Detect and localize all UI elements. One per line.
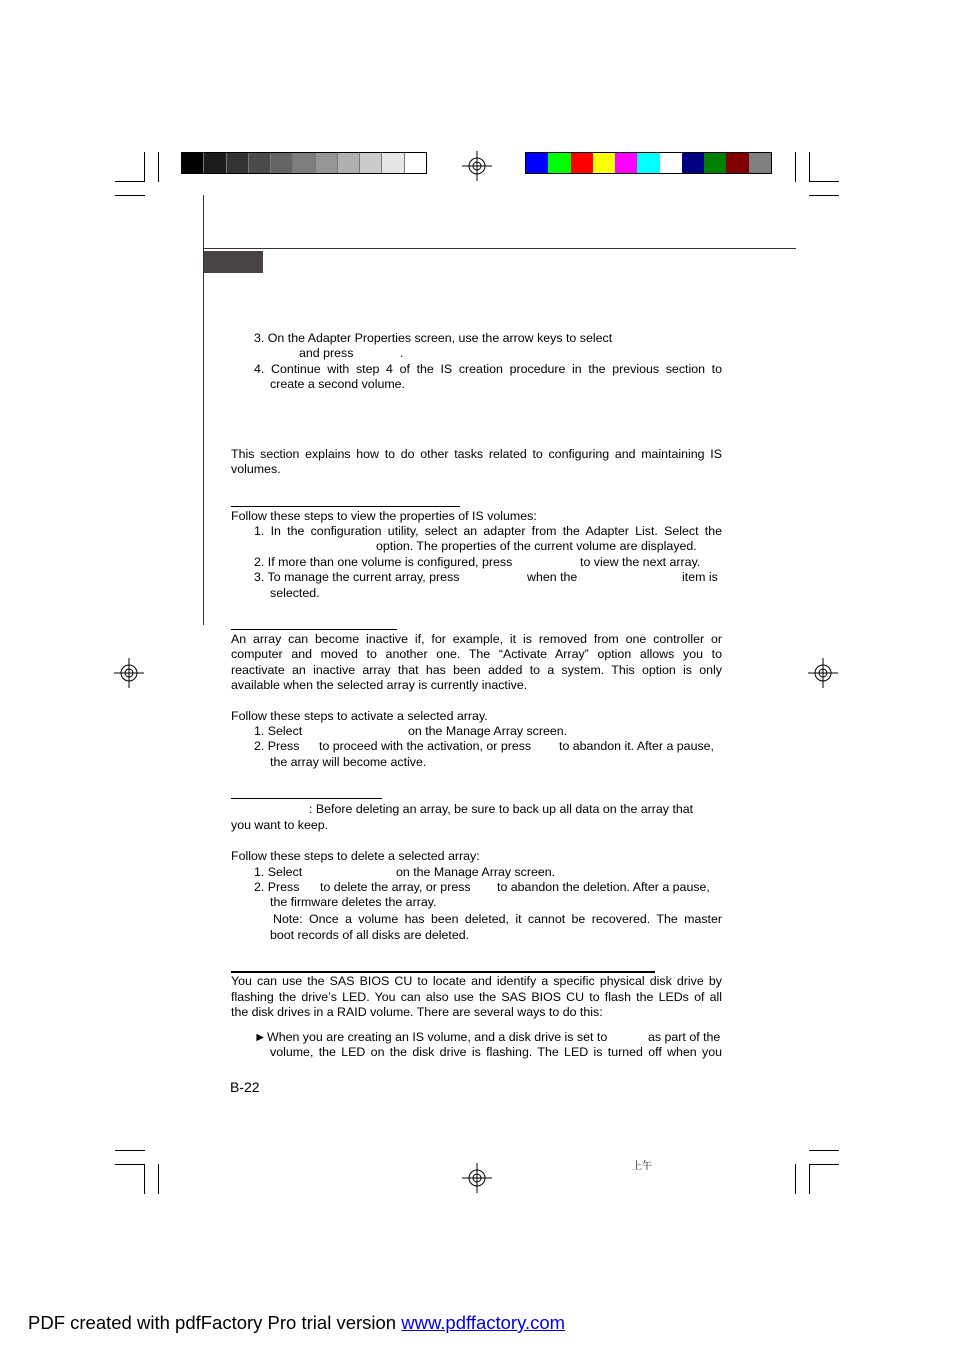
color-swatch-7 [660,153,682,173]
activate-step-2a: 2. Press [254,739,300,753]
intro-line-1: This section explains how to do other tasks related to configuring and maintaining IS [231,447,722,461]
gray-swatch-10 [381,153,403,173]
delete-warning-line-1: : Before deleting an array, be sure to back up all data on the array that [309,802,694,816]
footer-link[interactable]: www.pdffactory.com [401,1312,566,1333]
delete-note-line-2: boot records of all disks are deleted. [270,928,470,942]
activate-para-line-2: computer and moved to another one. The “Activate Array” option allows you to [231,647,722,661]
grayscale-calibration-bar [181,152,427,174]
view-step-3d: selected. [270,586,320,600]
activate-step-2d: the array will become active. [270,755,427,769]
color-swatch-5 [615,153,637,173]
step-3-line-2a: and press [299,346,354,360]
gray-swatch-5 [270,153,292,173]
delete-note-line-1: Note: Once a volume has been deleted, it cannot be recovered. The master [273,912,722,926]
header-rule [204,248,796,249]
delete-step-2b: to delete the array, or press [320,880,471,894]
view-step-3b: when the [527,570,578,584]
view-step-3c: item is [682,570,718,584]
intro-line-2: volumes. [231,462,281,476]
locate-para-line-2: flashing the drive’s LED. You can also use the SAS BIOS CU to flash the LEDs of all [231,990,722,1004]
activate-para-line-1: An array can become inactive if, for example, it is removed from one controller or [231,632,722,646]
page-number: B-22 [230,1079,260,1095]
color-swatch-1 [526,153,548,173]
registration-mark-icon [808,658,838,688]
gray-swatch-1 [182,153,203,173]
gray-swatch-11 [404,153,426,173]
step-3-line-2b: . [400,346,404,360]
registration-mark-icon [114,658,144,688]
right-triangle-icon: ► [254,1030,267,1044]
pdf-footer [28,1311,565,1335]
delete-step-2c: to abandon the deletion. After a pause, [497,880,710,894]
locate-para-line-3: the disk drives in a RAID volume. There are several ways to do this: [231,1005,603,1019]
color-swatch-4 [593,153,615,173]
activate-lead: Follow these steps to activate a selected array. [231,709,488,723]
activate-para-line-3: reactivate an inactive array that has been added to a system. This option is only [231,663,722,677]
registration-mark-icon [462,151,492,181]
color-swatch-10 [726,153,748,173]
activate-step-2c: to abandon it. After a pause, [559,739,714,753]
step-4-line-2: create a second volume. [270,377,405,391]
section-tab [204,251,263,273]
view-step-3a: 3. To manage the current array, press [254,570,460,584]
bullet-line-2: volume, the LED on the disk drive is flashing. The LED is turned off when you [270,1045,722,1059]
locate-heading-rule [231,971,655,973]
color-swatch-11 [749,153,771,173]
delete-step-1a: 1. Select [254,865,303,879]
color-swatch-9 [704,153,726,173]
activate-step-1a: 1. Select [254,724,303,738]
delete-warning-line-2: you want to keep. [231,818,329,832]
bullet-line-1a: When you are creating an IS volume, and a disk drive is set to [267,1030,608,1044]
delete-step-2a: 2. Press [254,880,300,894]
activate-step-2b: to proceed with the activation, or press [319,739,532,753]
color-swatch-2 [548,153,570,173]
step-3-line-1: 3. On the Adapter Properties screen, use the arrow keys to select [254,331,613,345]
bullet-line-1b: as part of the [648,1030,721,1044]
delete-lead: Follow these steps to delete a selected array: [231,849,480,863]
gray-swatch-6 [292,153,314,173]
delete-heading-rule [231,798,382,799]
locate-para-line-1: You can use the SAS BIOS CU to locate and identify a specific physical disk drive by [231,974,722,988]
stray-mark: 上午 [632,1161,652,1172]
gray-swatch-2 [203,153,225,173]
activate-step-1b: on the Manage Array screen. [408,724,568,738]
activate-heading-rule [231,629,397,630]
gray-swatch-4 [248,153,270,173]
step-4-line-1: 4. Continue with step 4 of the IS creation procedure in the previous section to [254,362,722,376]
gray-swatch-7 [315,153,337,173]
view-step-2b: to view the next array. [580,555,701,569]
color-swatch-8 [682,153,704,173]
footer-text: PDF created with pdfFactory Pro trial version [28,1312,397,1333]
delete-step-1b: on the Manage Array screen. [396,865,556,879]
delete-step-2d: the firmware deletes the array. [270,895,437,909]
gray-swatch-9 [359,153,381,173]
view-step-1-line-1: 1. In the configuration utility, select an adapter from the Adapter List. Select the [254,524,722,538]
color-swatch-3 [571,153,593,173]
color-swatch-6 [637,153,659,173]
view-step-2a: 2. If more than one volume is configured, press [254,555,513,569]
color-calibration-bar [525,152,772,174]
gray-swatch-3 [226,153,248,173]
view-step-1-line-2: option. The properties of the current volume are displayed. [376,539,697,553]
view-properties-heading-rule [231,506,460,507]
registration-mark-icon [462,1163,492,1193]
gray-swatch-8 [337,153,359,173]
view-lead: Follow these steps to view the properties of IS volumes: [231,509,537,523]
activate-para-line-4: available when the selected array is currently inactive. [231,678,528,692]
